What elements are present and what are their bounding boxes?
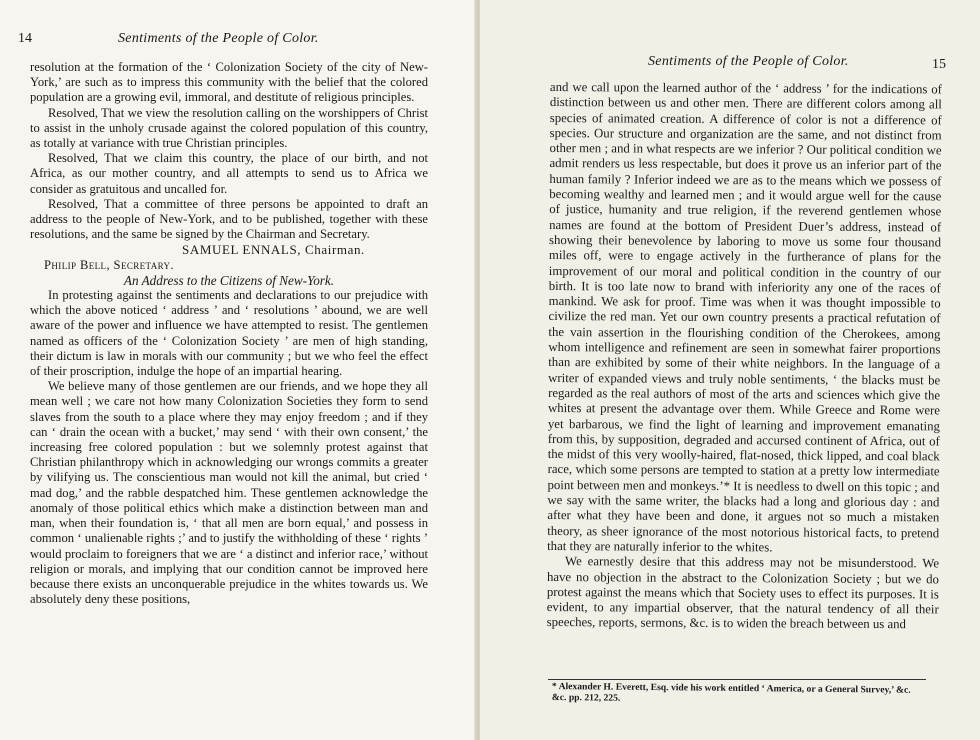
right-page [480, 0, 980, 740]
footnote: * Alexander H. Everett, Esq. vide his work entitled ‘ America, or a General Survey,’ &c. &c. pp. 212, 225. [551, 681, 911, 705]
address-paragraph-2: We believe many of those gentlemen are our friends, and we hope they all mean well ; we care not how many Colonization Societies they form to send slaves from the south to a place where they may enjoy freedom ; and if they can ‘ drain the ocean with a bucket,’ may send ‘ with their own consent,’ the increasing free colored population : but we solemnly protest against that Christian philanthropy which in acknowledging our wrongs commits a greater by vilifying us. The conscientious man would not kill the animal, but cried ‘ mad dog,’ and the rabble despatched him. These gentlemen acknowledge the anomaly of those political ethics which make a distinction between man and man, when their foundation is, ‘ that all men are born equal,’ and possess in common ‘ unalienable rights ;’ and to justify the withholding of these ‘ rights ’ would proclaim to foreigners that we are ‘ a distinct and inferior race,’ without religion or morals, and implying that our condition cannot be improved here because there exists an unconquerable prejudice in the whites towards us. We absolutely deny these positions, [30, 379, 428, 607]
secretary-signature: Philip Bell, Secretary. [44, 257, 174, 272]
left-paragraph-1: resolution at the formation of the ‘ Colonization Society of the city of New-York,’ are such as to impress this community with the belief that the colored population are a growing evil, immoral, and destitute of religious principles. [30, 60, 428, 105]
left-paragraph-2: Resolved, That we view the resolution calling on the worshippers of Christ to assist in the unholy crusade against the colored population of this country, as totally at variance with true Christian principles. [30, 105, 428, 151]
chairman-signature: SAMUEL ENNALS, Chairman. [182, 242, 365, 258]
left-page [0, 0, 476, 740]
right-paragraph-1: and we call upon the learned author of the ‘ address ’ for the indications of distinction between us and other men. There are different colors among all species of animated creation. A difference of color is not a difference of species. Our structure and organization are the same, and not distinct from other men ; and in what respects are we inferior ? Our political condition we admit renders us less respectable, but does it prove us an inferior part of the human family ? Inferior indeed we are as to the means which we possess of becoming wealthy and learned men ; and it would argue well for the cause of justice, humanity and true religion, if the reverend gentlemen whose names are found at the bottom of President Duer’s address, instead of showing their benevolence by laboring to move us some four thousand miles off, were to engage actively in the furtherance of plans for the improvement of our moral and political condition in the country of our birth. It is too late now to brand with inferiority any one of the races of mankind. We ask for proof. Time was when it was thought impossible to civilize the red man. Yet our own country presents a practical refutation of the vain assertion in the flourishing condition of the Cherokees, among whom intelligence and refinement are seen in somewhat fairer proportions than are exhibited by some of their white neighbors. In the language of a writer of expanded views and truly noble sentiments, ‘ the blacks must be regarded as the real authors of most of the arts and sciences which give the whites at present the advantage over them. While Greece and Rome were yet barbarous, we find the light of learning and improvement emanating from this, by supposition, degraded and accursed continent of Africa, out of the midst of this very woolly-haired, flat-nosed, thick lipped, and coal black race, which some persons are tempted to station at a pretty low intermediate point between men and monkeys.’* It is needless to dwell on this topic ; and we say with the same writer, the blacks had a long and glorious day : and after what they have been and done, it argues not so much a mistaken theory, as sheer ignorance of the most notorious historical facts, to pretend that they are naturally inferior to the whites. [547, 80, 942, 555]
page-number-right: 15 [932, 57, 946, 72]
left-paragraph-4: Resolved, That a committee of three persons be appointed to draft an address to the people of New-York, and to be published, together with these resolutions, and the same be signed by the Chairman and Secretary. [30, 196, 428, 242]
left-paragraph-3: Resolved, That we claim this country, the place of our birth, and not Africa, as our mother country, and all attempts to send us to Africa we consider as gratuitous and uncalled for. [30, 151, 428, 196]
page-number-left: 14 [18, 31, 32, 46]
address-paragraph-1: In protesting against the sentiments and declarations to our prejudice with which the above noticed ‘ address ’ and ‘ resolutions ’ abound, we are well aware of the power and influence we have attempted to resist. The gentlemen named as officers of the ‘ Colonization Society ’ are men of high standing, their dictum is law in morals with our community ; but we who feel the effect of their proscription, indulge the hope of an impartial hearing. [30, 288, 428, 379]
running-head-right: Sentiments of the People of Color. [648, 54, 849, 69]
right-paragraph-2: We earnestly desire that this address may not be misunderstood. We have no objection in the abstract to the Colonization Society ; but we do protest against the means which that Society uses to effect its purposes. It is evident, to any impartial observer, that the natural tendency of all their speeches, reports, sermons, &c. is to widen the breach between us and [546, 554, 940, 632]
footnote-rule [548, 679, 926, 680]
running-head-left: Sentiments of the People of Color. [118, 31, 319, 46]
left-page-body [30, 60, 428, 607]
section-heading: An Address to the Citizens of New-York. [123, 272, 335, 288]
right-page-body [547, 80, 942, 633]
